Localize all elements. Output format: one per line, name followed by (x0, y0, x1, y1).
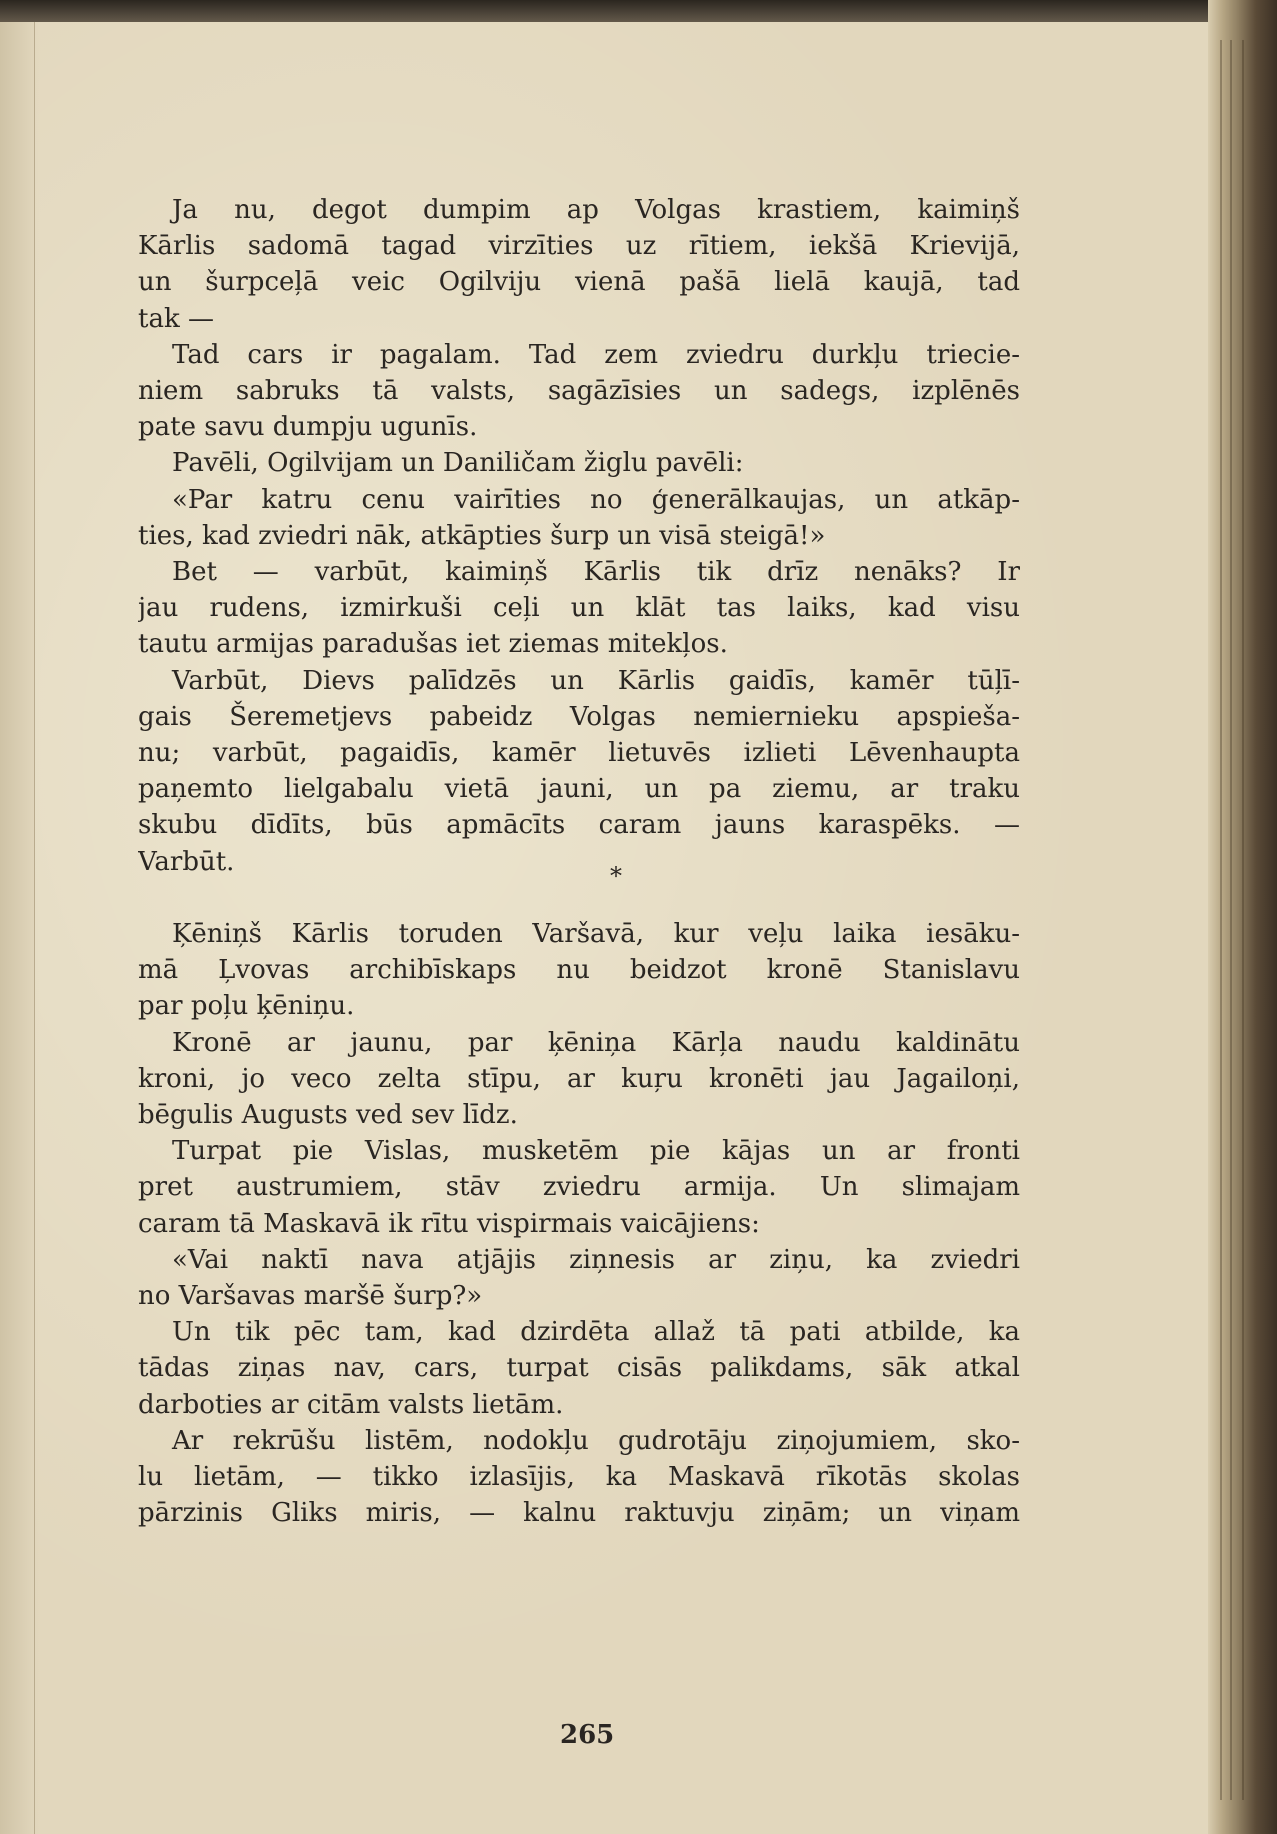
text-line: tak — (138, 303, 214, 334)
text-line: bēgulis Augusts ved sev līdz. (138, 1100, 518, 1131)
text-line: lu lietām, — tikko izlasījis, ka Maskavā rīkotās skolas (138, 1462, 1020, 1493)
page-edge-line (1220, 40, 1222, 1800)
text-line: tautu armijas paradušas iet ziemas mitekļos. (138, 629, 728, 660)
text-line: pret austrumiem, stāv zviedru armija. Un slimajam (138, 1172, 1020, 1203)
section-separator: * (610, 862, 622, 890)
text-line: skubu dīdīts, būs apmācīts caram jauns karaspēks. — (138, 810, 1020, 841)
text-line: darboties ar citām valsts lietām. (138, 1389, 564, 1420)
text-line: Ja nu, degot dumpim ap Volgas krastiem, kaimiņš (172, 195, 1020, 225)
page-edge-line (1230, 40, 1232, 1800)
text-line: Ķēniņš Kārlis toruden Varšavā, kur veļu laika iesāku- (172, 919, 1020, 950)
text-line: jau rudens, izmirkuši ceļi un klāt tas laiks, kad visu (138, 593, 1020, 624)
text-line: Bet — varbūt, kaimiņš Kārlis tik drīz nenāks? Ir (172, 557, 1020, 588)
text-line: Turpat pie Vislas, musketēm pie kājas un ar fronti (172, 1136, 1020, 1167)
text-line: «Vai naktī nava atjājis ziņnesis ar ziņu, ka zviedri (172, 1244, 1020, 1275)
text-line: mā Ļvovas archibīskaps nu beidzot kronē Stanislavu (138, 955, 1020, 986)
text-line: kroni, jo veco zelta stīpu, ar kuŗu kronēti jau Jagailoņi, (138, 1063, 1020, 1094)
body-text (138, 192, 1020, 1532)
text-line: Pavēli, Ogilvijam un Daniličam žiglu pavēli: (172, 448, 744, 479)
text-line: Kārlis sadomā tagad virzīties uz rītiem, iekšā Krievijā, (138, 231, 1020, 262)
text-line: no Varšavas maršē šurp?» (138, 1281, 483, 1312)
text-line: Ar rekrūšu listēm, nodokļu gudrotāju ziņojumiem, sko- (172, 1425, 1020, 1456)
text-line: «Par katru cenu vairīties no ģenerālkaujas, un atkāp- (172, 484, 1020, 515)
text-line: Kronē ar jaunu, par ķēniņa Kārļa naudu kaldinātu (172, 1027, 1020, 1058)
page-left-margin (0, 22, 35, 1834)
text-line: par poļu ķēniņu. (138, 991, 355, 1022)
text-line: Tad cars ir pagalam. Tad zem zviedru durkļu triecie- (172, 339, 1020, 370)
text-line: caram tā Maskavā ik rītu vispirmais vaicājiens: (138, 1208, 760, 1239)
text-line: pate savu dumpju ugunīs. (138, 412, 478, 443)
text-line: ties, kad zviedri nāk, atkāpties šurp un visā steigā!» (138, 520, 826, 551)
book-spine (1208, 0, 1277, 1834)
text-line: nu; varbūt, pagaidīs, kamēr lietuvēs izlieti Lēvenhaupta (138, 738, 1020, 769)
text-line: pārzinis Gliks miris, — kalnu raktuvju ziņām; un viņam (138, 1498, 1020, 1529)
text-line: un šurpceļā veic Ogilviju vienā pašā lielā kaujā, tad (138, 267, 1020, 298)
separator-gap (138, 880, 1020, 916)
text-line: Un tik pēc tam, kad dzirdēta allaž tā pati atbilde, ka (172, 1317, 1020, 1348)
text-line: Varbūt, Dievs palīdzēs un Kārlis gaidīs, kamēr tūļī- (172, 665, 1020, 696)
text-line: paņemto lielgabalu vietā jauni, un pa ziemu, ar traku (138, 774, 1020, 805)
page-number: 265 (560, 1720, 615, 1750)
page-edge-line (1242, 40, 1244, 1800)
text-line: niem sabruks tā valsts, sagāzīsies un sadegs, izplēnēs (138, 376, 1020, 407)
text-line: tādas ziņas nav, cars, turpat cisās palikdams, sāk atkal (138, 1353, 1020, 1384)
text-line: gais Šeremetjevs pabeidz Volgas nemiernieku apspiešа- (138, 701, 1020, 732)
text-line: Varbūt. (138, 846, 235, 877)
